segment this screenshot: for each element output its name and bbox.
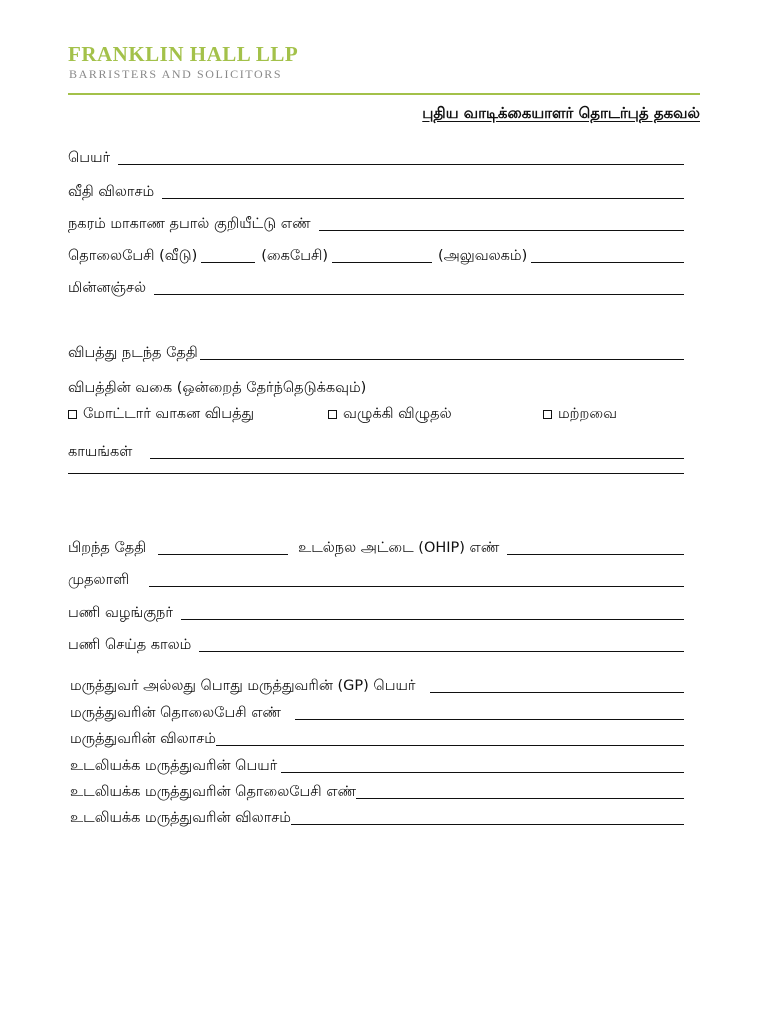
header-divider <box>68 93 700 95</box>
injuries-field[interactable] <box>150 458 684 459</box>
city-label: நகரம் மாகாண தபால் குறியீட்டு எண் <box>68 216 311 232</box>
city-field[interactable] <box>319 230 684 231</box>
provider-row <box>68 603 684 623</box>
phone-home-label: தொலைபேசி (வீடு) <box>68 248 198 264</box>
dob-ohip-row <box>68 538 684 558</box>
phone-cell-label: (கைபேசி) <box>261 248 329 264</box>
doctor-address-row <box>70 729 684 749</box>
firm-subtitle: BARRISTERS AND SOLICITORS <box>69 67 283 81</box>
employer-row <box>68 570 684 590</box>
physio-phone-row <box>70 782 684 802</box>
duration-label: பணி செய்த காலம் <box>68 637 192 653</box>
duration-field[interactable] <box>199 651 684 652</box>
doctor-name-row <box>70 676 684 696</box>
provider-label: பணி வழங்குநர் <box>68 605 173 621</box>
street-label: வீதி விலாசம் <box>68 184 155 200</box>
street-row <box>68 182 684 202</box>
checkbox-icon[interactable] <box>543 410 552 419</box>
physio-name-label: உடலியக்க மருத்துவரின் பெயர் <box>70 758 278 774</box>
name-field[interactable] <box>118 164 684 165</box>
phone-row <box>68 246 684 266</box>
accident-options-row <box>68 404 668 424</box>
ohip-field[interactable] <box>507 554 684 555</box>
doctor-address-field[interactable] <box>216 745 684 746</box>
email-field[interactable] <box>154 294 684 295</box>
dob-label: பிறந்த தேதி <box>68 540 147 556</box>
checkbox-icon[interactable] <box>328 410 337 419</box>
name-row <box>68 148 684 168</box>
physio-name-field[interactable] <box>281 772 684 773</box>
option-label: வழுக்கி விழுதல் <box>343 406 452 422</box>
employer-field[interactable] <box>149 586 684 587</box>
street-field[interactable] <box>162 198 684 199</box>
injuries-field-continued[interactable] <box>68 473 684 474</box>
doctor-phone-label: மருத்துவரின் தொலைபேசி எண் <box>70 705 281 721</box>
option-slip-fall[interactable] <box>328 404 543 424</box>
checkbox-icon[interactable] <box>68 410 77 419</box>
accident-type-row <box>68 378 684 398</box>
doctor-address-label: மருத்துவரின் விலாசம் <box>70 731 216 747</box>
physio-address-field[interactable] <box>291 824 684 825</box>
phone-cell-field[interactable] <box>332 262 432 263</box>
phone-home-field[interactable] <box>201 262 255 263</box>
option-label: மற்றவை <box>558 406 618 422</box>
injuries-label: காயங்கள் <box>68 444 133 460</box>
physio-phone-field[interactable] <box>356 798 684 799</box>
physio-phone-label: உடலியக்க மருத்துவரின் தொலைபேசி எண் <box>70 784 357 800</box>
option-motor-vehicle[interactable] <box>68 404 328 424</box>
physio-name-row <box>70 756 684 776</box>
physio-address-label: உடலியக்க மருத்துவரின் விலாசம் <box>70 810 291 826</box>
physio-address-row <box>70 808 684 828</box>
phone-office-field[interactable] <box>531 262 684 263</box>
email-label: மின்னஞ்சல் <box>68 280 147 296</box>
injuries-row <box>68 442 684 462</box>
accident-type-label: விபத்தின் வகை (ஒன்றைத் தேர்ந்தெடுக்கவும்) <box>68 380 367 396</box>
phone-office-label: (அலுவலகம்) <box>438 248 528 264</box>
dob-field[interactable] <box>158 554 288 555</box>
doctor-phone-field[interactable] <box>295 719 684 720</box>
doctor-name-field[interactable] <box>430 692 685 693</box>
accident-date-label: விபத்து நடந்த தேதி <box>68 345 198 361</box>
employer-label: முதலாளி <box>68 572 130 588</box>
option-other[interactable] <box>543 404 617 424</box>
accident-date-row <box>68 343 684 363</box>
option-label: மோட்டார் வாகன விபத்து <box>83 406 255 422</box>
name-label: பெயர் <box>68 150 111 166</box>
accident-date-field[interactable] <box>200 359 684 360</box>
ohip-label: உடல்நல அட்டை (OHIP) எண் <box>298 540 500 556</box>
duration-row <box>68 635 684 655</box>
injuries-row-2 <box>68 473 684 477</box>
firm-name: FRANKLIN HALL LLP <box>68 42 299 66</box>
form-title: புதிய வாடிக்கையாளர் தொடர்புத் தகவல் <box>422 104 700 122</box>
provider-field[interactable] <box>181 619 684 620</box>
doctor-phone-row <box>70 703 684 723</box>
city-row <box>68 214 684 234</box>
email-row <box>68 278 684 298</box>
doctor-name-label: மருத்துவர் அல்லது பொது மருத்துவரின் (GP) பெயர் <box>70 678 416 694</box>
